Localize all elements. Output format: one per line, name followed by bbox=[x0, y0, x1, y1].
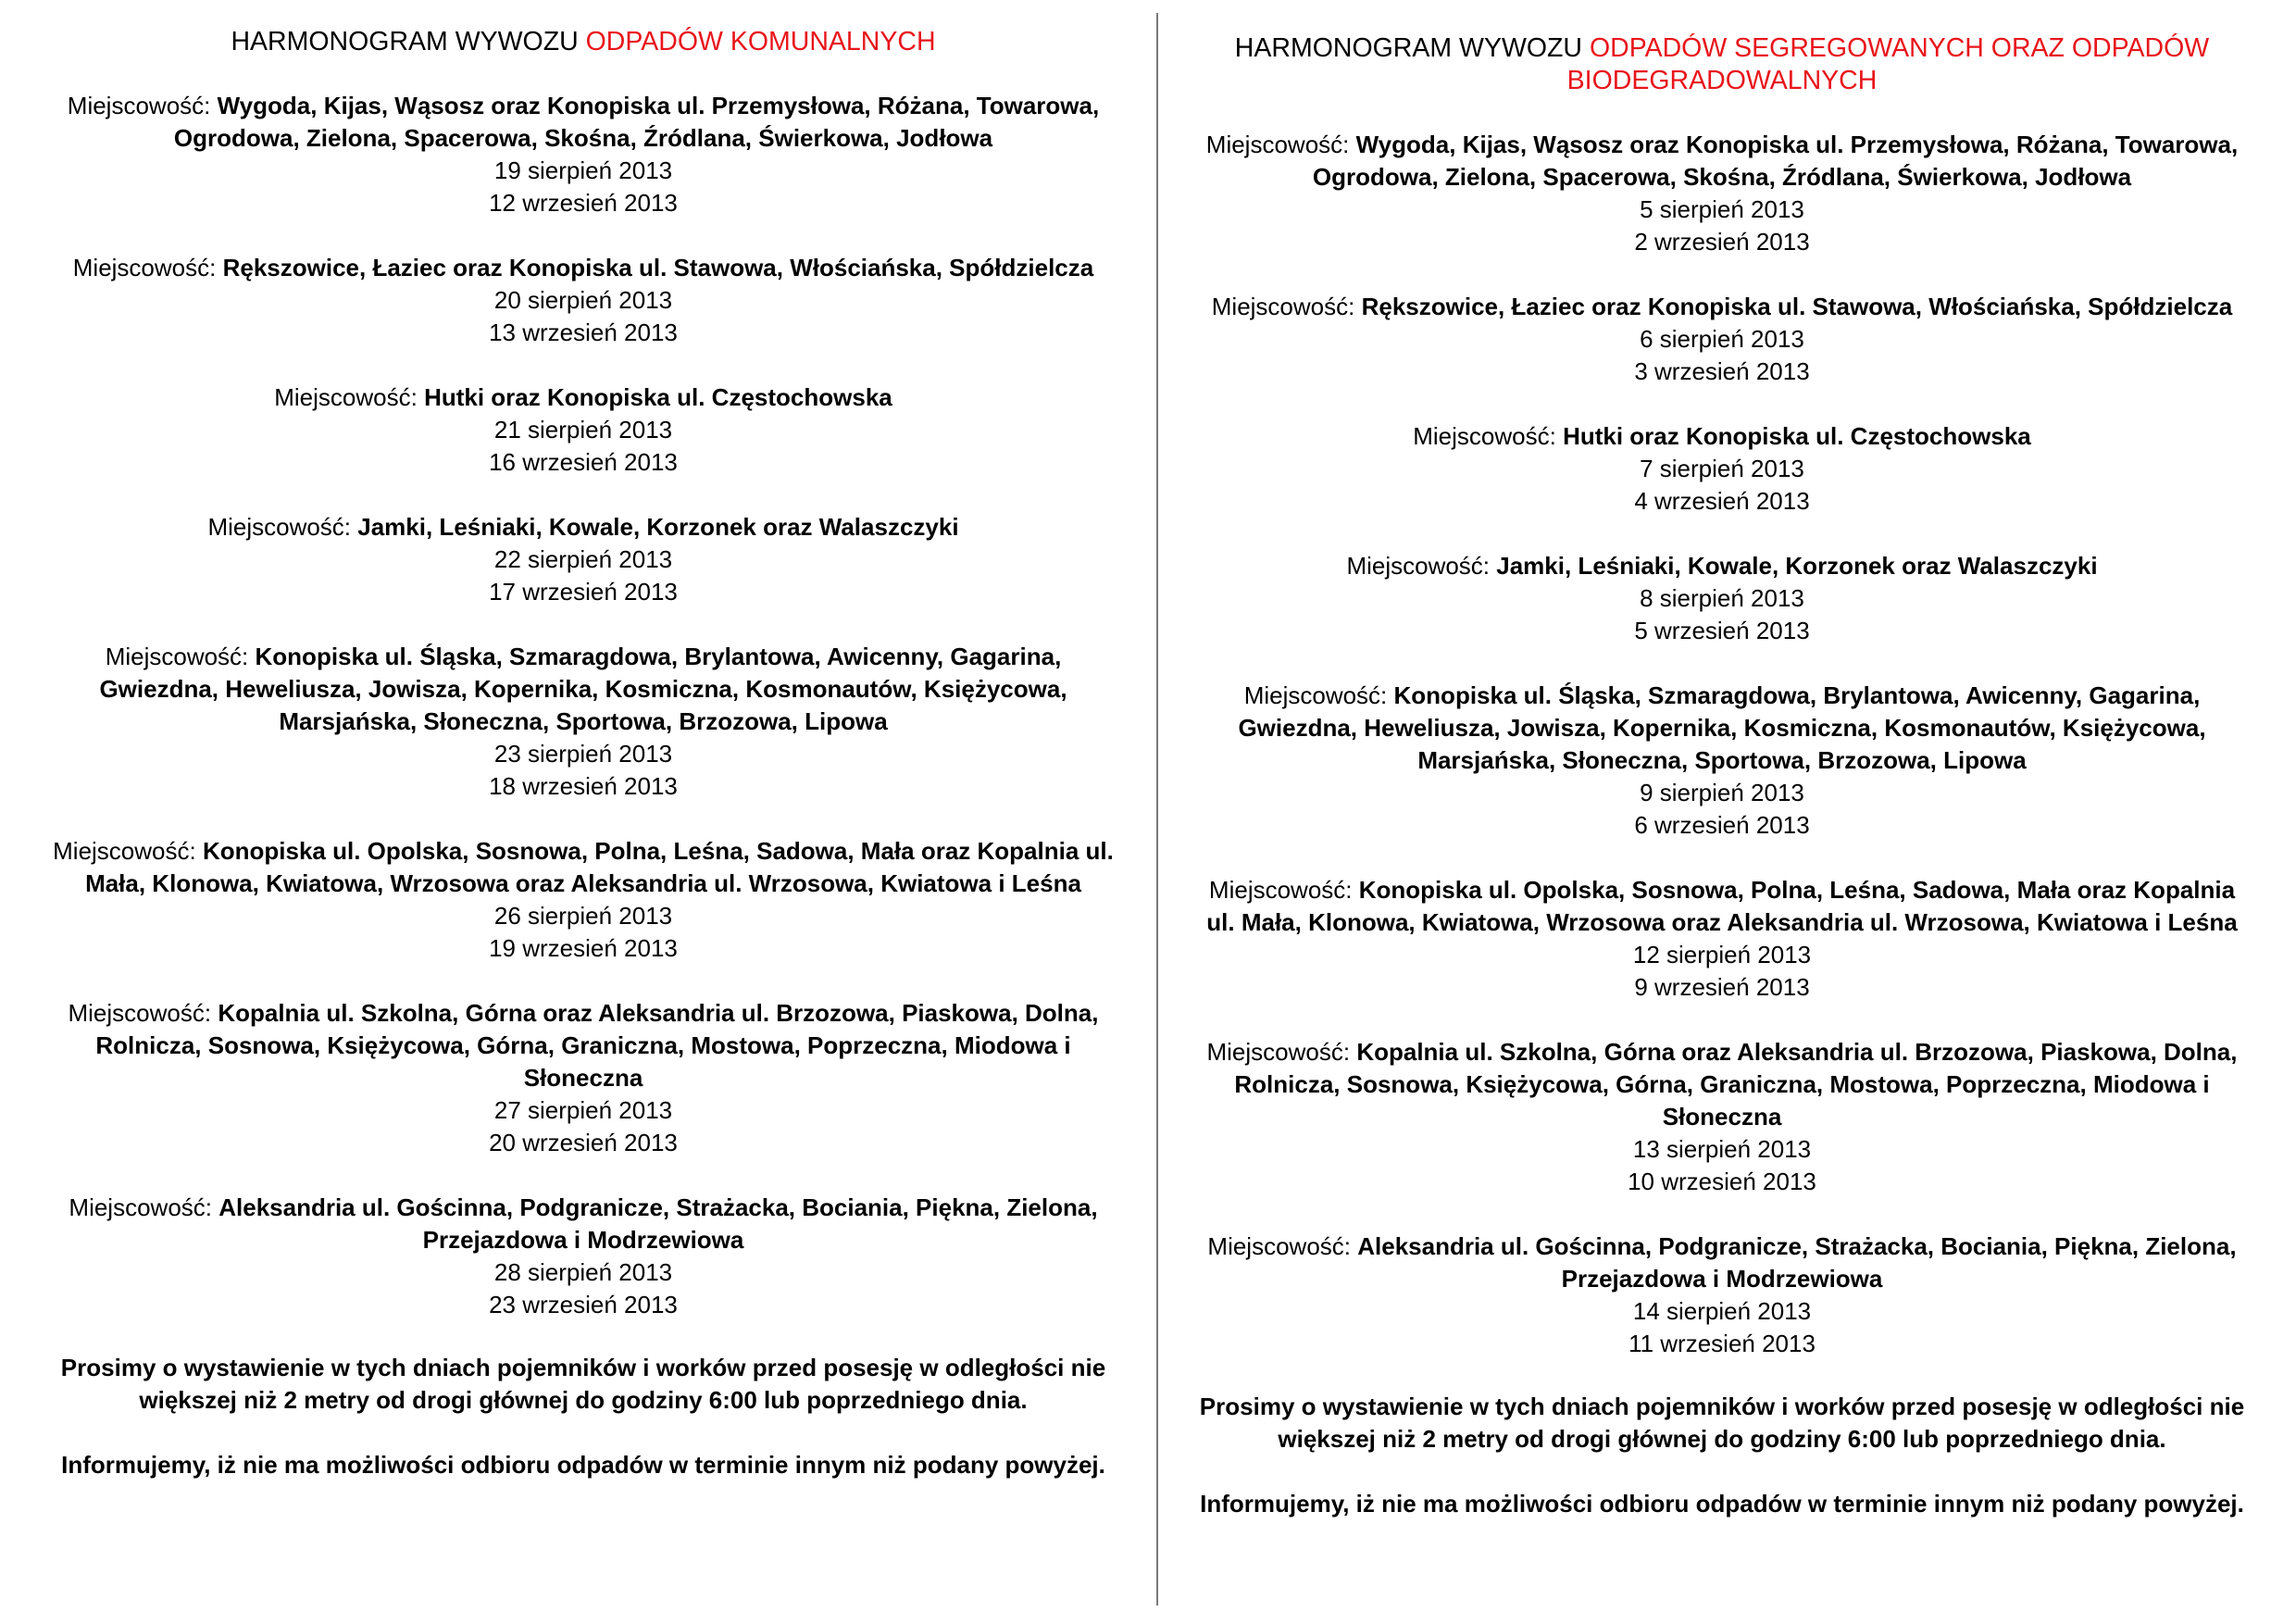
schedule-entry bbox=[51, 1192, 1116, 1321]
place-names: Hutki oraz Konopiska ul. Częstochowska bbox=[1563, 422, 2031, 450]
schedule-title bbox=[51, 26, 1116, 58]
collection-date: 13 wrzesień 2013 bbox=[489, 319, 678, 346]
schedule-entry bbox=[1199, 1230, 2245, 1360]
place-names: Hutki oraz Konopiska ul. Częstochowska bbox=[424, 383, 892, 411]
collection-date: 26 sierpień 2013 bbox=[493, 902, 673, 930]
collection-date: 23 wrzesień 2013 bbox=[489, 1291, 678, 1318]
municipal-waste-schedule bbox=[51, 0, 1116, 1514]
collection-date: 23 sierpień 2013 bbox=[493, 740, 673, 768]
collection-date: 6 wrzesień 2013 bbox=[1634, 811, 1810, 839]
collection-date: 12 wrzesień 2013 bbox=[489, 189, 678, 217]
schedule-entry bbox=[1199, 550, 2245, 647]
collection-date: 22 sierpień 2013 bbox=[493, 545, 673, 573]
collection-date: 19 sierpień 2013 bbox=[493, 156, 673, 184]
schedule-entry bbox=[51, 511, 1116, 608]
collection-date: 14 sierpień 2013 bbox=[1632, 1297, 1812, 1325]
place-label: Miejscowość: bbox=[1346, 552, 1497, 580]
place-label: Miejscowość: bbox=[53, 837, 203, 865]
place-label: Miejscowość: bbox=[1211, 293, 1362, 320]
place-label: Miejscowość: bbox=[69, 1193, 219, 1221]
place-label: Miejscowość: bbox=[105, 643, 256, 670]
place-label: Miejscowość: bbox=[1205, 131, 1356, 158]
schedule-entry bbox=[1199, 680, 2245, 842]
place-label: Miejscowość: bbox=[1208, 876, 1359, 904]
collection-date: 5 wrzesień 2013 bbox=[1634, 617, 1810, 644]
collection-info-notice: Informujemy, iż nie ma możliwości odbioru odpadów w terminie innym niż podany powyżej. bbox=[1200, 1490, 2244, 1518]
place-label: Miejscowość: bbox=[68, 999, 218, 1027]
title-highlight: ODPADÓW KOMUNALNYCH bbox=[585, 27, 936, 56]
collection-date: 9 wrzesień 2013 bbox=[1634, 973, 1810, 1001]
schedule-entry bbox=[1199, 420, 2245, 518]
place-names: Wygoda, Kijas, Wąsosz oraz Konopiska ul. Przemysłowa, Różana, Towarowa, Ogrodowa, Zielona, Spacerowa, Skośna, Źródlana, Świerkowa, Jodłowa bbox=[173, 92, 1100, 152]
schedule-entry bbox=[1199, 874, 2245, 1004]
place-names: Rększowice, Łaziec oraz Konopiska ul. Stawowa, Włościańska, Spółdzielcza bbox=[1361, 293, 2233, 320]
schedule-title bbox=[1199, 32, 2245, 97]
collection-date: 8 sierpień 2013 bbox=[1640, 584, 1804, 612]
collection-date: 28 sierpień 2013 bbox=[493, 1258, 673, 1286]
place-label: Miejscowość: bbox=[1413, 422, 1564, 450]
column-divider bbox=[1156, 13, 1158, 1605]
collection-date: 18 wrzesień 2013 bbox=[489, 772, 678, 800]
title-prefix: HARMONOGRAM WYWOZU bbox=[1234, 33, 1590, 63]
title-prefix: HARMONOGRAM WYWOZU bbox=[231, 27, 586, 56]
collection-date: 4 wrzesień 2013 bbox=[1634, 487, 1810, 515]
collection-date: 11 wrzesień 2013 bbox=[1628, 1330, 1816, 1357]
collection-date: 5 sierpień 2013 bbox=[1640, 195, 1804, 223]
schedule-entry bbox=[51, 997, 1116, 1159]
collection-date: 6 sierpień 2013 bbox=[1640, 325, 1804, 353]
collection-info-notice: Informujemy, iż nie ma możliwości odbioru odpadów w terminie innym niż podany powyżej. bbox=[61, 1451, 1105, 1479]
placement-notice: Prosimy o wystawienie w tych dniach pojemników i worków przed posesję w odległości nie większej niż 2 metry od drogi głównej do godziny 6:00 lub poprzedniego dnia. bbox=[60, 1354, 1106, 1414]
place-names: Jamki, Leśniaki, Kowale, Korzonek oraz Walaszczyki bbox=[357, 513, 959, 541]
place-names: Konopiska ul. Śląska, Szmaragdowa, Brylantowa, Awicenny, Gagarina, Gwiezdna, Heweliusza, Jowisza, Kopernika, Kosmiczna, Kosmonautów, Księżycowa, Marsjańska, Słoneczna, Sportowa, Brzozowa, Lipowa bbox=[99, 643, 1067, 735]
place-names: Jamki, Leśniaki, Kowale, Korzonek oraz Walaszczyki bbox=[1496, 552, 2098, 580]
place-label: Miejscowość: bbox=[1207, 1232, 1358, 1260]
collection-date: 3 wrzesień 2013 bbox=[1634, 357, 1810, 385]
schedule-entry bbox=[51, 641, 1116, 803]
schedule-entry bbox=[51, 835, 1116, 965]
schedule-entry bbox=[51, 381, 1116, 479]
collection-date: 27 sierpień 2013 bbox=[493, 1096, 673, 1124]
collection-date: 2 wrzesień 2013 bbox=[1634, 228, 1810, 256]
collection-date: 20 wrzesień 2013 bbox=[489, 1129, 678, 1156]
place-label: Miejscowość: bbox=[67, 92, 218, 119]
place-names: Aleksandria ul. Gościnna, Podgranicze, Strażacka, Bociania, Piękna, Zielona, Przejazdowa i Modrzewiowa bbox=[218, 1193, 1098, 1254]
place-names: Kopalnia ul. Szkolna, Górna oraz Aleksandria ul. Brzozowa, Piaskowa, Dolna, Rolnicza, Sosnowa, Księżycowa, Górna, Graniczna, Mostowa, Poprzeczna, Miodowa i Słoneczna bbox=[95, 999, 1099, 1092]
place-names: Konopiska ul. Śląska, Szmaragdowa, Brylantowa, Awicenny, Gagarina, Gwiezdna, Heweliusza, Jowisza, Kopernika, Kosmiczna, Kosmonautów, Księżycowa, Marsjańska, Słoneczna, Sportowa, Brzozowa, Lipowa bbox=[1238, 681, 2206, 774]
placement-notice: Prosimy o wystawienie w tych dniach pojemników i worków przed posesję w odległości nie większej niż 2 metry od drogi głównej do godziny 6:00 lub poprzedniego dnia. bbox=[1199, 1393, 2245, 1453]
collection-date: 20 sierpień 2013 bbox=[493, 286, 673, 314]
place-names: Konopiska ul. Opolska, Sosnowa, Polna, Leśna, Sadowa, Mała oraz Kopalnia ul. Mała, Klonowa, Kwiatowa, Wrzosowa oraz Aleksandria ul. Wrzosowa, Kwiatowa i Leśna bbox=[1206, 876, 2238, 936]
place-label: Miejscowość: bbox=[1206, 1038, 1357, 1066]
place-label: Miejscowość: bbox=[274, 383, 425, 411]
place-label: Miejscowość: bbox=[72, 254, 223, 281]
place-label: Miejscowość: bbox=[1243, 681, 1394, 709]
collection-date: 13 sierpień 2013 bbox=[1632, 1135, 1812, 1163]
schedule-entry bbox=[51, 90, 1116, 219]
place-names: Konopiska ul. Opolska, Sosnowa, Polna, Leśna, Sadowa, Mała oraz Kopalnia ul. Mała, Klonowa, Kwiatowa, Wrzosowa oraz Aleksandria ul. Wrzosowa, Kwiatowa i Leśna bbox=[85, 837, 1114, 897]
schedule-entry bbox=[1199, 291, 2245, 388]
segregated-waste-schedule bbox=[1199, 0, 2245, 1553]
schedule-entry bbox=[1199, 129, 2245, 258]
collection-date: 9 sierpień 2013 bbox=[1640, 779, 1804, 806]
place-names: Aleksandria ul. Gościnna, Podgranicze, Strażacka, Bociania, Piękna, Zielona, Przejazdowa i Modrzewiowa bbox=[1357, 1232, 2237, 1293]
collection-date: 12 sierpień 2013 bbox=[1632, 941, 1812, 968]
title-highlight: ODPADÓW SEGREGOWANYCH ORAZ ODPADÓW BIODEGRADOWALNYCH bbox=[1566, 33, 2210, 95]
schedule-entry bbox=[51, 252, 1116, 349]
schedule-entry bbox=[1199, 1036, 2245, 1198]
collection-date: 19 wrzesień 2013 bbox=[489, 934, 678, 962]
place-names: Wygoda, Kijas, Wąsosz oraz Konopiska ul. Przemysłowa, Różana, Towarowa, Ogrodowa, Zielona, Spacerowa, Skośna, Źródlana, Świerkowa, Jodłowa bbox=[1312, 131, 2239, 191]
collection-date: 10 wrzesień 2013 bbox=[1628, 1168, 1816, 1195]
place-label: Miejscowość: bbox=[207, 513, 358, 541]
collection-date: 17 wrzesień 2013 bbox=[489, 578, 678, 606]
collection-date: 16 wrzesień 2013 bbox=[489, 448, 678, 476]
collection-date: 7 sierpień 2013 bbox=[1640, 455, 1804, 482]
place-names: Rększowice, Łaziec oraz Konopiska ul. Stawowa, Włościańska, Spółdzielcza bbox=[222, 254, 1094, 281]
place-names: Kopalnia ul. Szkolna, Górna oraz Aleksandria ul. Brzozowa, Piaskowa, Dolna, Rolnicza, Sosnowa, Księżycowa, Górna, Graniczna, Mostowa, Poprzeczna, Miodowa i Słoneczna bbox=[1234, 1038, 2238, 1131]
collection-date: 21 sierpień 2013 bbox=[493, 416, 673, 443]
